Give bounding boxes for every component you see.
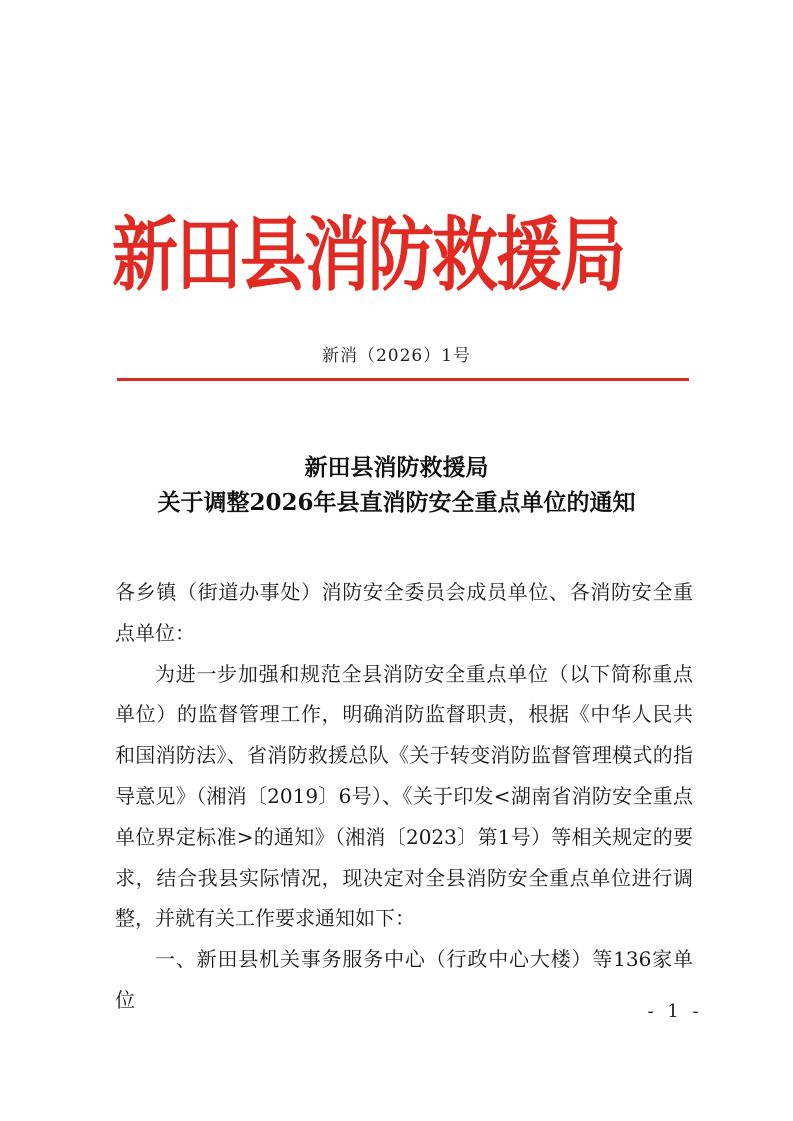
page-number: - 1 -: [647, 1001, 703, 1022]
document-body: [115, 572, 693, 1021]
document-title: [0, 450, 793, 520]
document-number: 新消（2026）1号: [321, 346, 472, 366]
salutation: 各乡镇（街道办事处）消防安全委员会成员单位、各消防安全重点单位：: [115, 580, 693, 645]
letterhead-org-name: 新田县消防救援局: [112, 207, 624, 303]
letterhead-red-rule: [117, 378, 689, 381]
body-paragraph-2: 一、新田县机关事务服务中心（行政中心大楼）等136家单位: [115, 947, 693, 1012]
body-paragraph-1: 为进一步加强和规范全县消防安全重点单位（以下简称重点单位）的监督管理工作，明确消防监督职责，根据《中华人民共和国消防法》、省消防救援总队《关于转变消防监督管理模式的指导意见》（湘消〔2019〕6号）、《关于印发<湖南省消防安全重点单位界定标准>的通知》（湘消〔2023〕第1号）等相关规定的要求，结合我县实际情况，现决定对全县消防安全重点单位进行调整，并就有关工作要求通知如下：: [115, 661, 693, 931]
title-line-2: 关于调整2026年县直消防安全重点单位的通知: [157, 489, 636, 516]
title-line-1: 新田县消防救援局: [304, 454, 489, 481]
